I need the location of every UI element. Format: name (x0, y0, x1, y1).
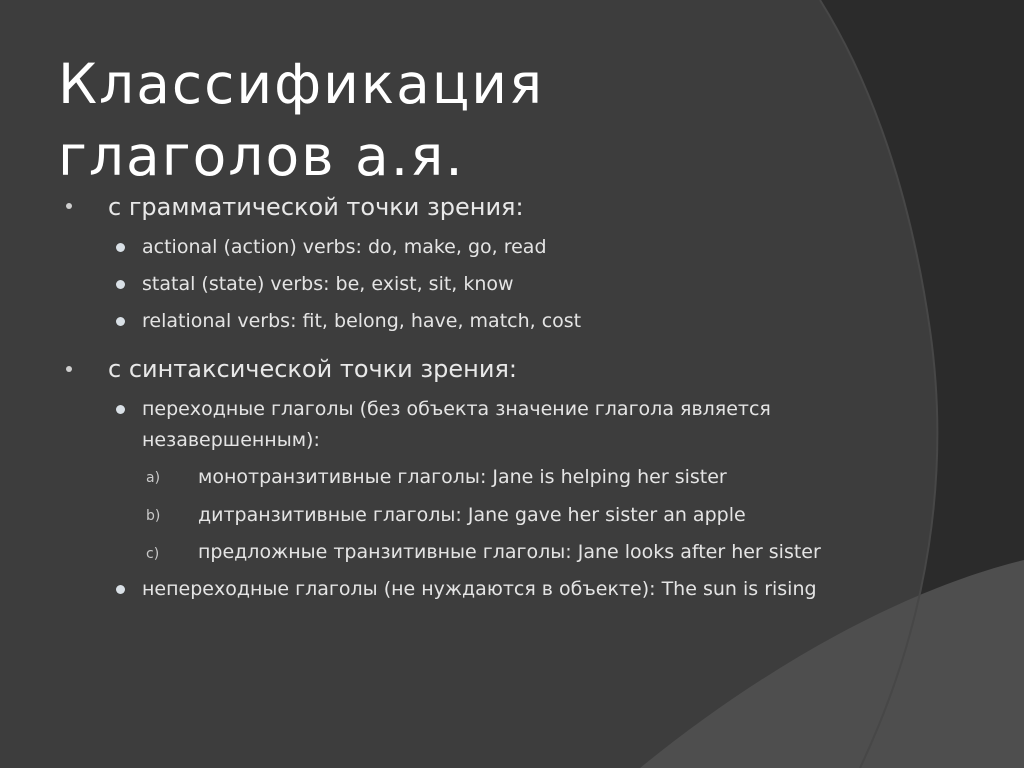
level1-bullet-icon (66, 366, 72, 372)
sublist-item: дитранзитивные глаголы: Jane gave her sister an apple (198, 504, 746, 526)
section-heading-grammatical: с грамматической точки зрения: (108, 193, 524, 221)
list-item: statal (state) verbs: be, exist, sit, know (142, 273, 514, 295)
level1-bullet-icon (66, 203, 72, 209)
slide-title-line1: Классификация (58, 52, 545, 116)
level2-bullet-icon (116, 317, 125, 326)
sublist-item: монотранзитивные глаголы: Jane is helping her sister (198, 466, 727, 488)
sublist-item: предложные транзитивные глаголы: Jane looks after her sister (198, 541, 821, 563)
slide-title-line2: глаголов а.я. (58, 124, 465, 188)
list-item-transitive-line2: незавершенным): (142, 429, 320, 451)
level2-bullet-icon (116, 243, 125, 252)
level2-bullet-icon (116, 280, 125, 289)
list-item: actional (action) verbs: do, make, go, read (142, 236, 547, 258)
sublist-marker: c) (146, 546, 160, 562)
list-item: relational verbs: fit, belong, have, match, cost (142, 310, 582, 332)
sublist-marker: b) (146, 508, 161, 524)
list-item-transitive-line1: переходные глаголы (без объекта значение глагола является (142, 398, 771, 420)
level2-bullet-icon (116, 405, 125, 414)
level2-bullet-icon (116, 585, 125, 594)
list-item-intransitive: непереходные глаголы (не нуждаются в объекте): The sun is rising (142, 578, 817, 600)
section-heading-syntactic: с синтаксической точки зрения: (108, 355, 517, 383)
sublist-marker: a) (146, 470, 161, 486)
